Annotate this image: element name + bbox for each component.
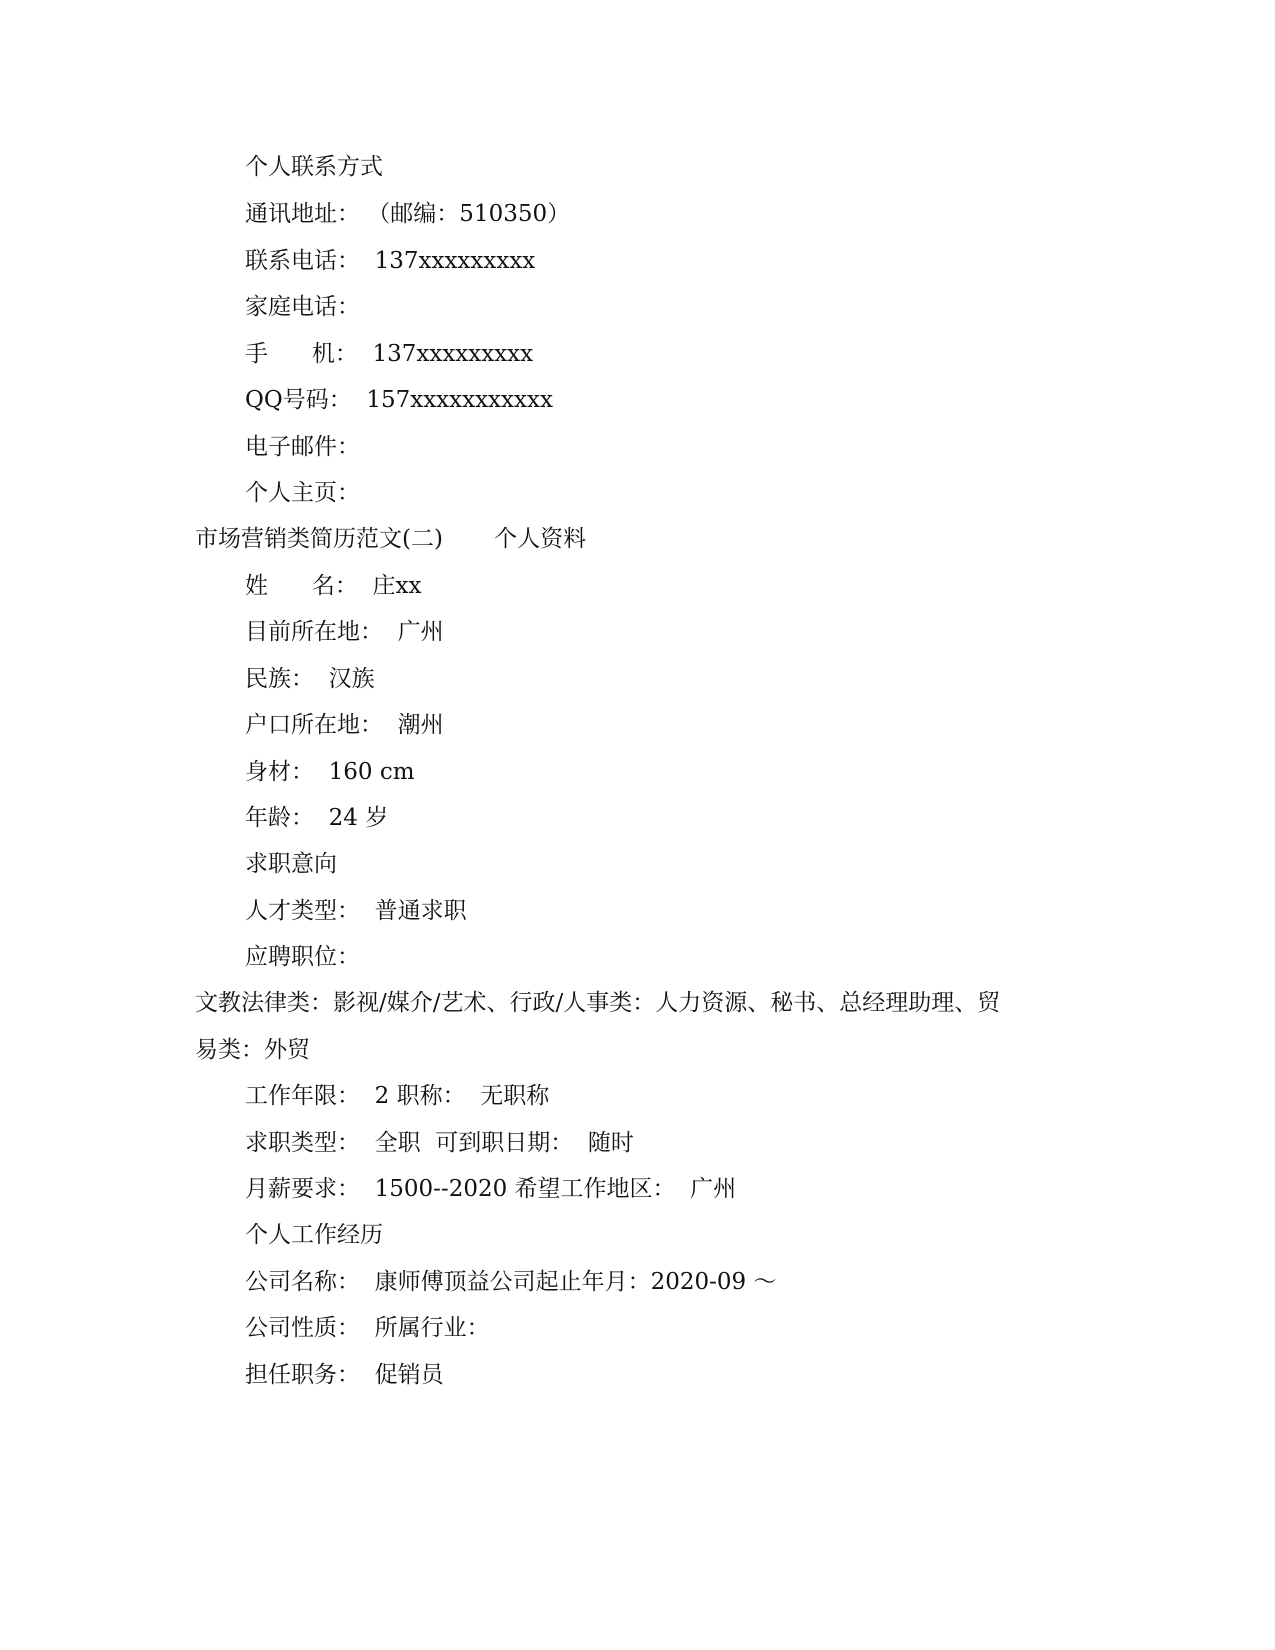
contact-section-heading: 个人联系方式 [245,154,383,180]
position-categories-continued: 易类：外贸 [195,1037,310,1063]
name-line: 姓 名： 庄xx [245,573,422,599]
company-nature-line: 公司性质： 所属行业： [245,1315,490,1341]
current-location-line: 目前所在地： 广州 [245,619,444,645]
applied-position-line: 应聘职位： [245,944,360,970]
work-years-line: 工作年限： 2 职称： 无职称 [245,1083,550,1109]
mailing-address-line: 通讯地址： （邮编：510350） [245,201,571,227]
homepage-line: 个人主页： [245,480,360,506]
resume-title-line: 市场营销类简历范文(二) 个人资料 [195,526,587,552]
height-line: 身材： 160 cm [245,759,415,785]
work-experience-heading: 个人工作经历 [245,1222,383,1248]
salary-line: 月薪要求： 1500--2020 希望工作地区： 广州 [245,1176,737,1202]
email-line: 电子邮件： [245,434,360,460]
mobile-line: 手 机： 137xxxxxxxxx [245,341,534,367]
age-line: 年龄： 24 岁 [245,805,389,831]
job-intention-heading: 求职意向 [245,851,337,877]
home-phone-line: 家庭电话： [245,294,360,320]
qq-line: QQ号码： 157xxxxxxxxxxx [245,387,553,413]
ethnicity-line: 民族： 汉族 [245,666,375,692]
position-categories-line: 文教法律类：影视/媒介/艺术、行政/人事类：人力资源、秘书、总经理助理、贸 [195,990,1001,1016]
household-registration-line: 户口所在地： 潮州 [245,712,444,738]
contact-phone-line: 联系电话： 137xxxxxxxxx [245,248,536,274]
company-name-line: 公司名称： 康师傅顶益公司起止年月：2020-09 ～ [245,1269,777,1295]
job-type-line: 求职类型： 全职 可到职日期： 随时 [245,1130,634,1156]
job-role-line: 担任职务： 促销员 [245,1362,444,1388]
talent-type-line: 人才类型： 普通求职 [245,898,467,924]
